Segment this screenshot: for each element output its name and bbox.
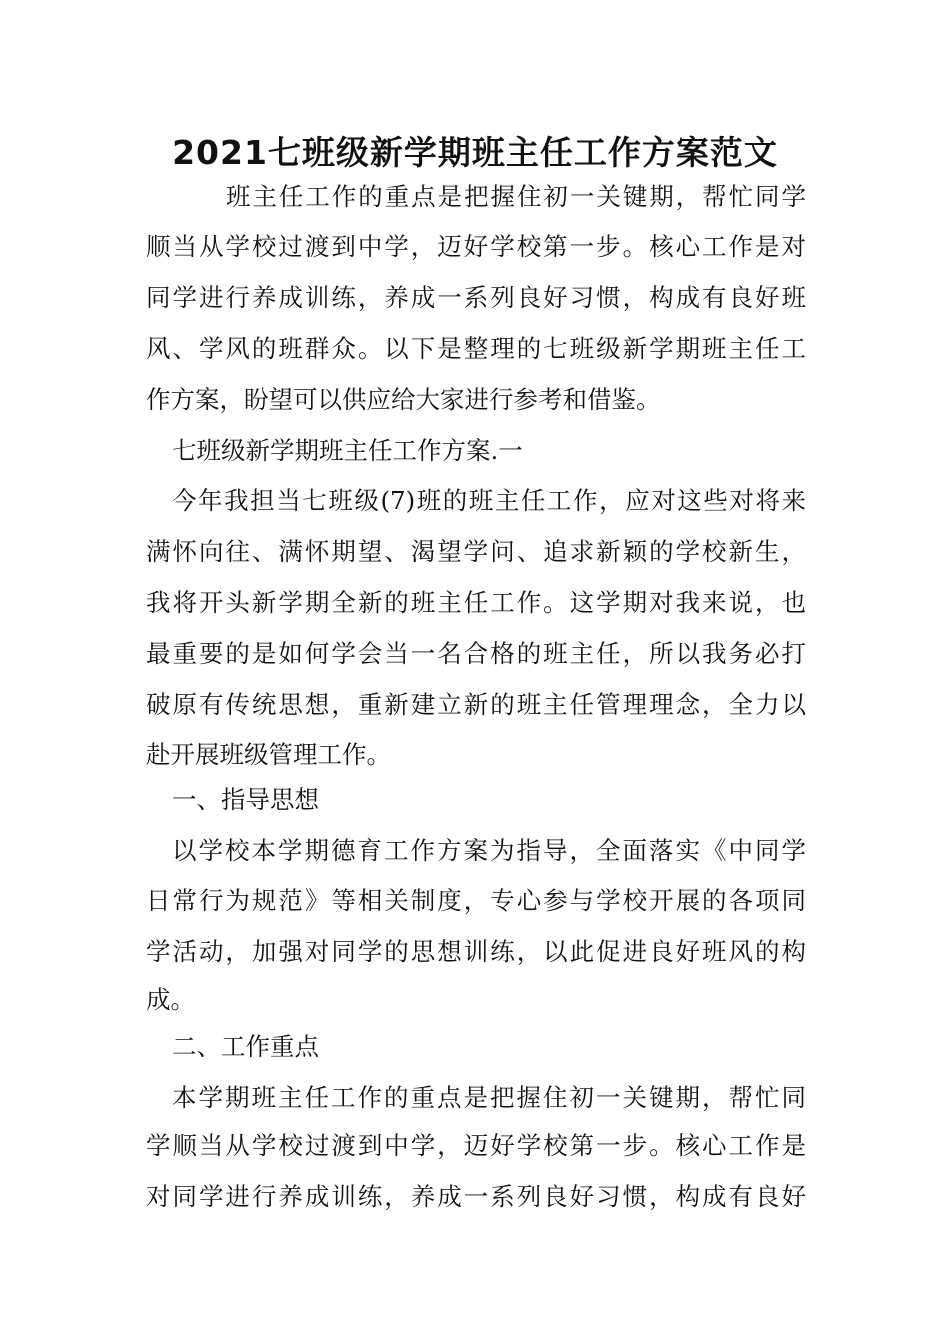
section-heading: 七班级新学期班主任工作方案.一 [172,436,523,465]
paragraph-line: 班主任工作的重点是把握住初一关键期，帮忙同学 [226,182,806,211]
paragraph-line: 学顺当从学校过渡到中学，迈好学校第一步。核心工作是 [146,1131,806,1160]
paragraph-line: 日常行为规范》等相关制度，专心参与学校开展的各项同 [146,886,806,915]
document-title: 2021七班级新学期班主任工作方案范文 [172,133,778,172]
paragraph-line: 风、学风的班群众。以下是整理的七班级新学期班主任工 [146,334,806,363]
section-heading: 二、工作重点 [172,1032,319,1061]
paragraph-line: 以学校本学期德育工作方案为指导，全面落实《中同学 [172,836,806,865]
paragraph-line: 作方案，盼望可以供应给大家进行参考和借鉴。 [146,385,661,414]
paragraph-line: 破原有传统思想，重新建立新的班主任管理理念，全力以 [146,690,806,719]
paragraph-line: 我将开头新学期全新的班主任工作。这学期对我来说，也 [146,588,806,617]
section-heading: 一、指导思想 [172,785,319,814]
paragraph-line: 满怀向往、满怀期望、渴望学问、追求新颖的学校新生， [146,537,806,566]
paragraph-line: 对同学进行养成训练，养成一系列良好习惯，构成有良好 [146,1182,806,1211]
paragraph-line: 顺当从学校过渡到中学，迈好学校第一步。核心工作是对 [146,232,806,261]
paragraph-line: 本学期班主任工作的重点是把握住初一关键期，帮忙同 [172,1083,806,1112]
paragraph-line: 学活动，加强对同学的思想训练，以此促进良好班风的构 [146,937,806,966]
paragraph-line: 最重要的是如何学会当一名合格的班主任，所以我务必打 [146,639,806,668]
paragraph-line: 同学进行养成训练，养成一系列良好习惯，构成有良好班 [146,283,806,312]
paragraph-line: 今年我担当七班级(7)班的班主任工作，应对这些对将来 [172,486,806,515]
paragraph-line: 赴开展班级管理工作。 [146,740,391,769]
paragraph-line: 成。 [146,985,195,1014]
